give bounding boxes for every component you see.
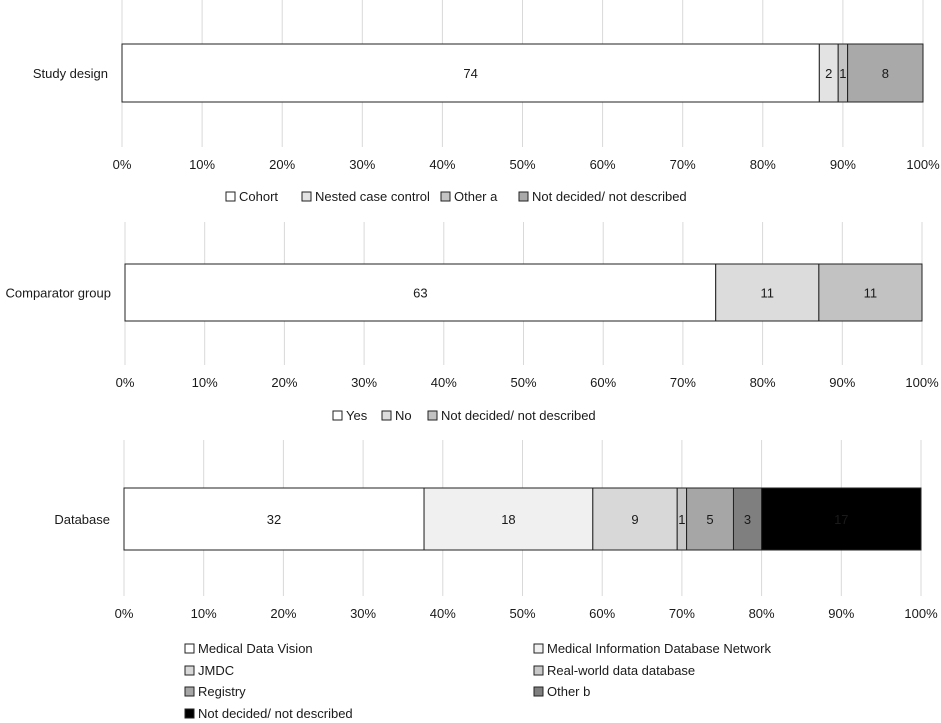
x-tick-label: 30% [349, 157, 376, 172]
data-label: 11 [863, 285, 878, 301]
legend-swatch [534, 687, 543, 696]
data-label: 63 [413, 285, 428, 301]
legend-label: No [395, 408, 412, 423]
x-tick-label: 60% [589, 606, 616, 621]
x-tick-label: 70% [669, 157, 696, 172]
legend-swatch [534, 666, 543, 675]
x-tick-label: 80% [748, 606, 775, 621]
legend-swatch [534, 644, 543, 653]
legend-label: Not decided/ not described [441, 408, 596, 423]
x-tick-label: 90% [829, 375, 856, 390]
x-tick-label: 30% [351, 375, 378, 390]
x-tick-label: 90% [829, 157, 856, 172]
x-tick-label: 10% [190, 606, 217, 621]
legend-label: Not decided/ not described [532, 189, 687, 204]
category-label: Comparator group [5, 285, 111, 301]
x-tick-label: 100% [904, 606, 938, 621]
x-tick-label: 70% [668, 606, 695, 621]
data-label: 11 [760, 285, 775, 301]
x-tick-label: 100% [906, 157, 940, 172]
data-label: 74 [463, 66, 478, 81]
data-label: 32 [266, 512, 282, 527]
data-label: 17 [834, 512, 849, 527]
x-tick-label: 10% [191, 375, 218, 390]
legend-label: Cohort [239, 189, 279, 204]
data-label: 5 [706, 512, 714, 527]
legend-label: Other a [454, 189, 498, 204]
x-tick-label: 80% [749, 375, 776, 390]
legend-label: Not decided/ not described [198, 706, 353, 721]
data-label: 2 [825, 66, 833, 81]
x-tick-label: 60% [590, 375, 617, 390]
category-label: Database [54, 512, 110, 527]
legend-swatch [428, 411, 437, 420]
legend-swatch [441, 192, 450, 201]
legend-label: Registry [198, 684, 246, 699]
legend-label: Medical Data Vision [198, 641, 313, 656]
legend-swatch [382, 411, 391, 420]
x-tick-label: 60% [589, 157, 616, 172]
legend-swatch [302, 192, 311, 201]
legend-swatch [226, 192, 235, 201]
data-label: 3 [743, 512, 752, 527]
legend-swatch [185, 644, 194, 653]
x-tick-label: 90% [828, 606, 855, 621]
x-tick-label: 100% [905, 375, 939, 390]
x-tick-label: 40% [430, 375, 457, 390]
data-label: 9 [631, 512, 639, 527]
x-tick-label: 50% [509, 157, 536, 172]
legend-label: Other b [547, 684, 591, 699]
x-tick-label: 0% [112, 157, 132, 172]
legend-swatch [333, 411, 342, 420]
legend-swatch [185, 709, 194, 718]
legend-label: Real-world data database [547, 663, 696, 678]
legend-label: Nested case control [315, 189, 430, 204]
data-label: 8 [881, 66, 889, 81]
x-tick-label: 40% [429, 606, 456, 621]
data-label: 18 [501, 512, 516, 527]
legend-label: Yes [346, 408, 368, 423]
x-tick-label: 10% [189, 157, 216, 172]
x-tick-label: 70% [669, 375, 696, 390]
x-tick-label: 40% [429, 157, 456, 172]
x-tick-label: 30% [350, 606, 377, 621]
category-label: Study design [32, 66, 108, 81]
legend-label: JMDC [198, 663, 235, 678]
legend-label: Medical Information Database Network [547, 641, 771, 656]
legend-swatch [185, 666, 194, 675]
x-tick-label: 20% [269, 157, 296, 172]
x-tick-label: 50% [510, 375, 537, 390]
x-tick-label: 80% [749, 157, 776, 172]
x-tick-label: 20% [271, 375, 298, 390]
x-tick-label: 50% [509, 606, 536, 621]
data-label: 1 [678, 512, 686, 527]
x-tick-label: 0% [114, 606, 134, 621]
data-label: 1 [839, 66, 847, 81]
legend-swatch [185, 687, 194, 696]
x-tick-label: 20% [270, 606, 297, 621]
legend-swatch [519, 192, 528, 201]
x-tick-label: 0% [115, 375, 135, 390]
